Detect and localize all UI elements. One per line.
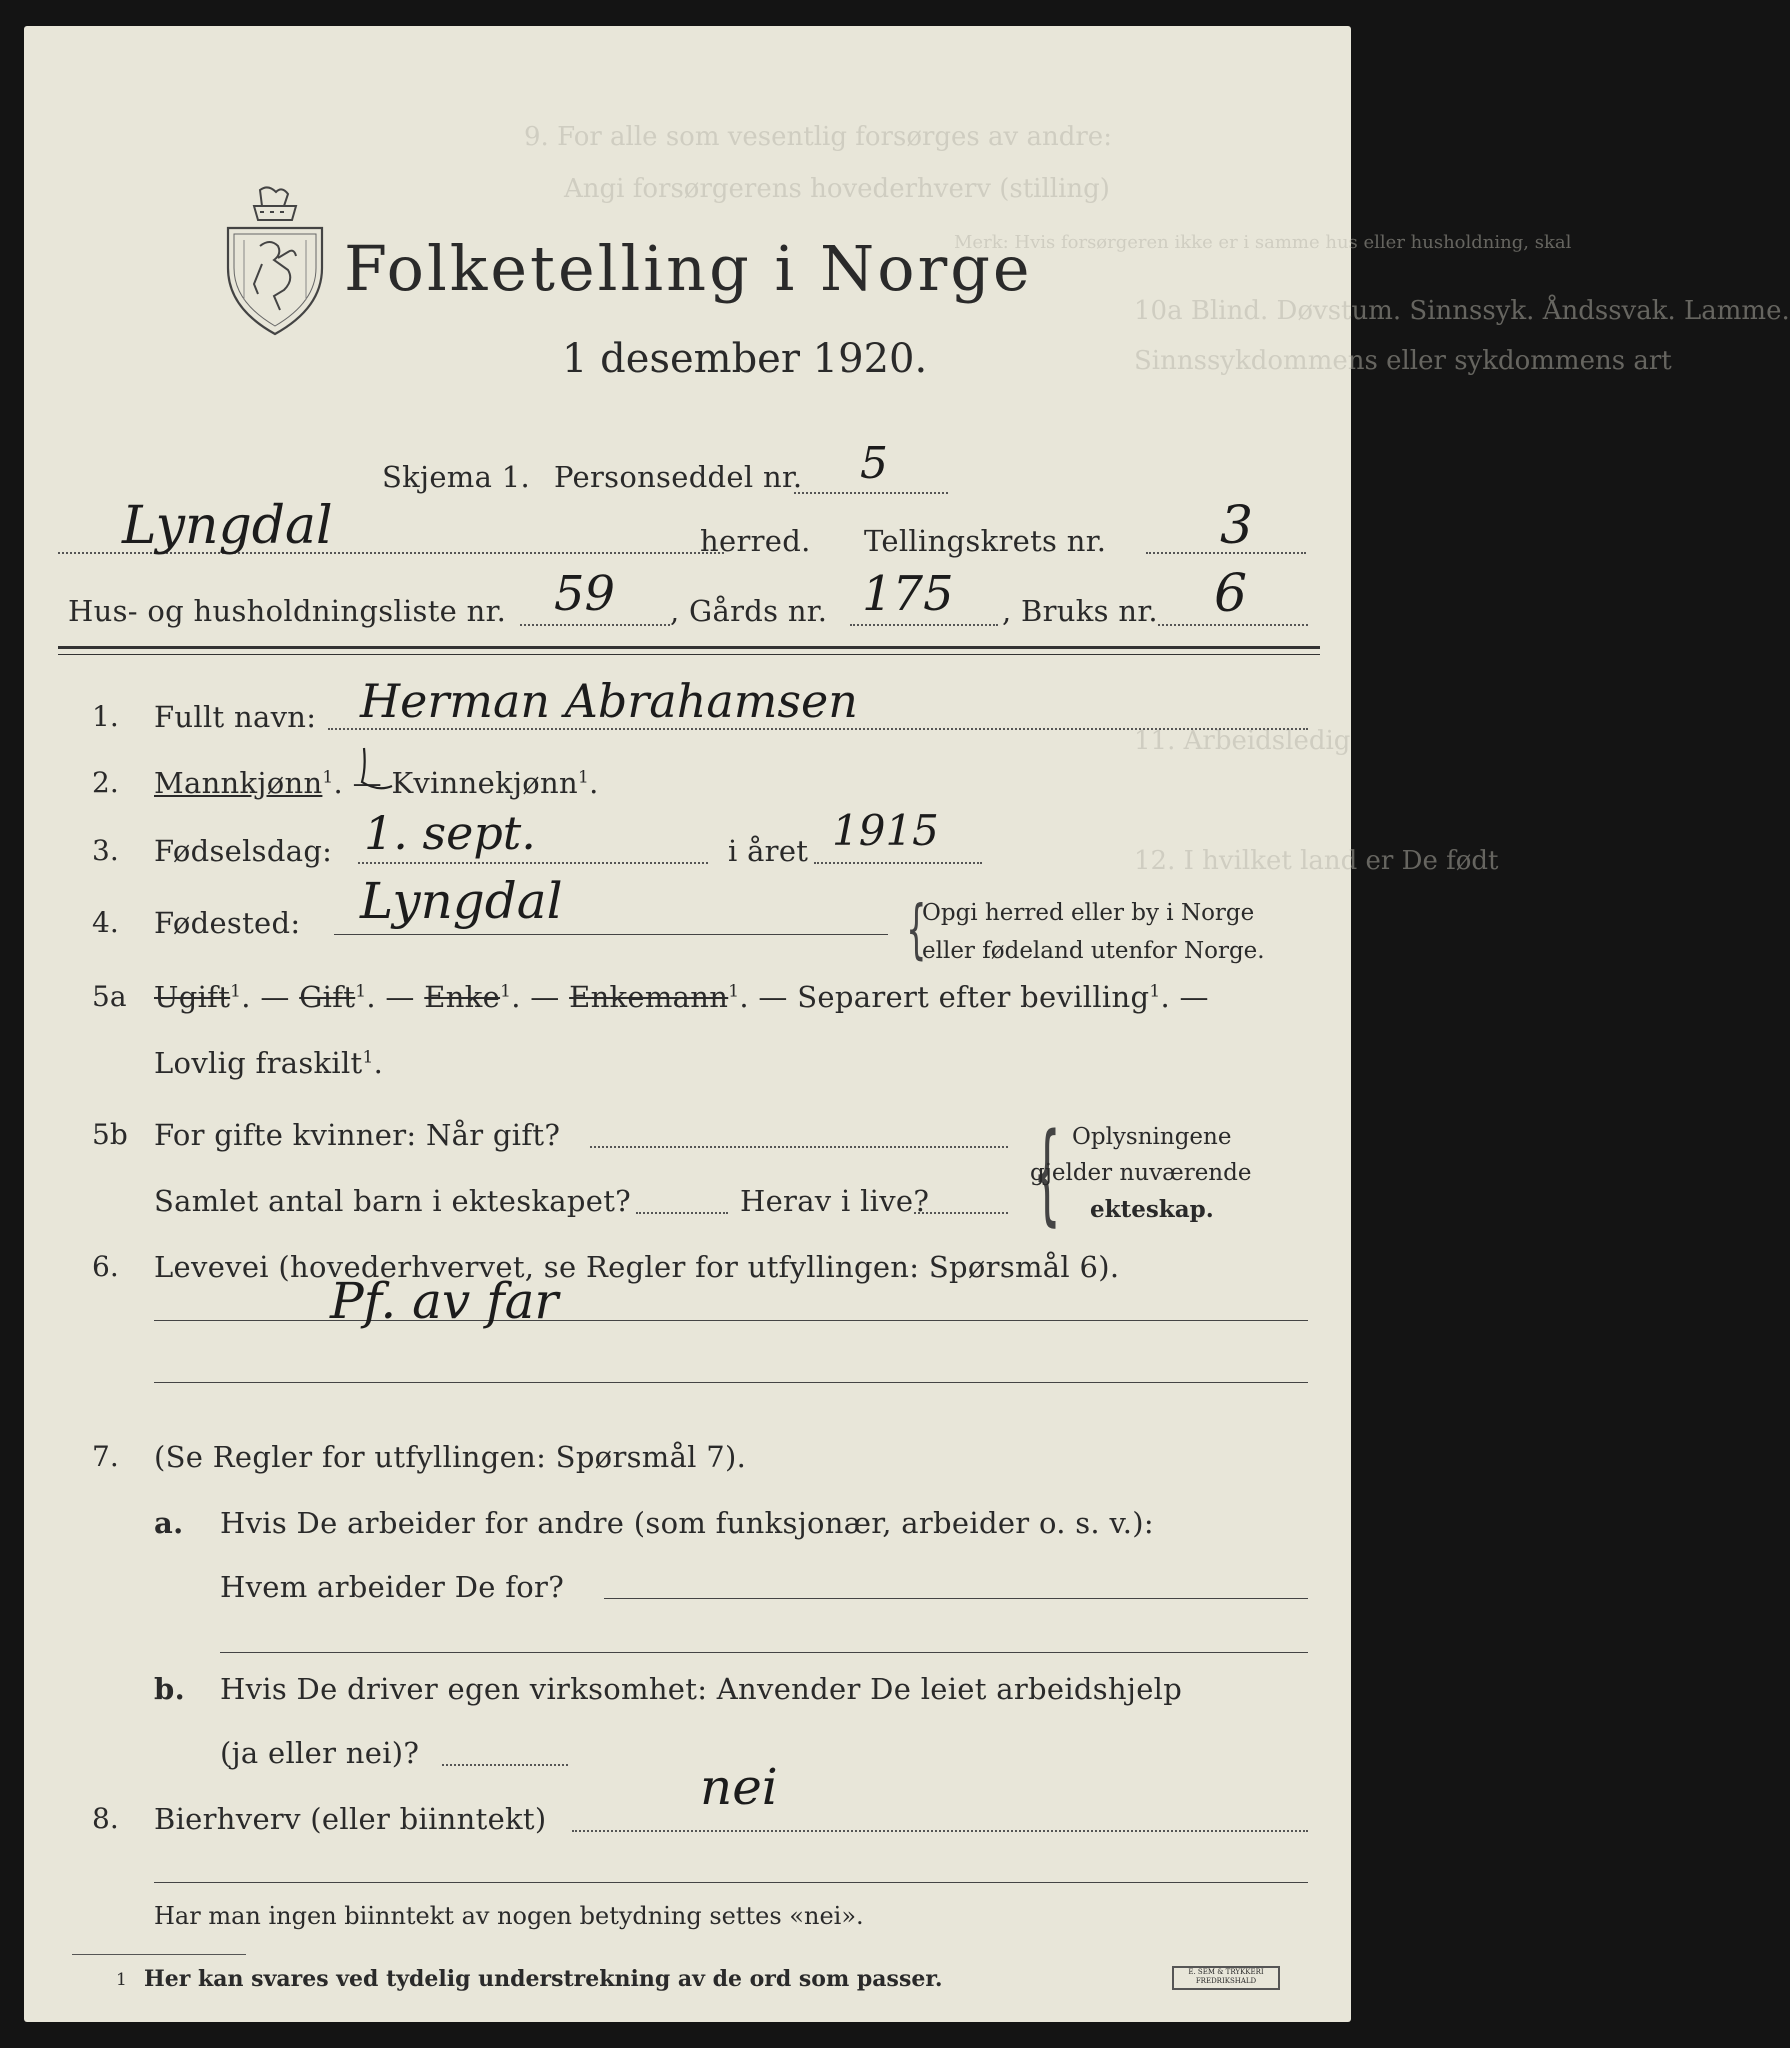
herred-value[interactable]: Lyngdal [122, 496, 333, 556]
children-total-field-line [636, 1212, 728, 1214]
census-date: 1 desember 1920. [562, 336, 928, 382]
tellingskrets-label: Tellingskrets nr. [864, 524, 1107, 558]
secondary-income-field-line [572, 1830, 1308, 1832]
printer-stamp: E. SEM & TRYKKERI FREDRIKSHALD [1172, 1966, 1280, 1990]
married-when-label: For gifte kvinner: Når gift? [154, 1118, 561, 1152]
birth-year-field-line [814, 862, 982, 864]
bleed-text: Merk: Hvis forsørgeren ikke er i samme hus eller husholdning, skal [954, 232, 1572, 253]
bleed-text: Angi forsørgerens hovederhverv (stilling) [564, 174, 1110, 204]
question-7b-text: Hvis De driver egen virksomhet: Anvender De leiet arbeidshjelp [220, 1672, 1183, 1706]
herred-label: herred. [700, 524, 811, 558]
birth-year-value[interactable]: 1915 [832, 806, 939, 855]
birthdate-field-line [358, 862, 708, 864]
marriage-note-1: Oplysningene [1072, 1124, 1232, 1150]
question-8-number: 8. [92, 1802, 119, 1835]
employer-label: Hvem arbeider De for? [220, 1570, 565, 1604]
footnote-text: Her kan svares ved tydelig understrekning av de ord som passer. [144, 1966, 943, 1992]
children-living-field-line [914, 1212, 1008, 1214]
brace-icon: { [906, 893, 927, 967]
married-when-field-line [590, 1146, 1008, 1148]
gards-field-line [850, 624, 998, 626]
marital-status-options: Ugift$^1$. — Gift$^1$. — Enke$^1$. — Enkemann$^1$. — Separert efter bevilling$^1$. — [154, 980, 1209, 1014]
brace-icon: { [1033, 1109, 1061, 1237]
children-living-label: Herav i live? [740, 1184, 930, 1218]
personseddel-label: Personseddel nr. [554, 460, 803, 494]
gards-label: , Gårds nr. [670, 594, 828, 628]
birthdate-value[interactable]: 1. sept. [364, 806, 536, 860]
occupation-field-line-2 [154, 1382, 1308, 1383]
household-field-line [520, 624, 670, 626]
occupation-field-line-1 [154, 1320, 1308, 1321]
gender-female-option[interactable]: Kvinnekjønn [391, 766, 578, 800]
question-7a-letter: a. [154, 1506, 184, 1540]
occupation-label: Levevei (hovederhvervet, se Regler for utfyllingen: Spørsmål 6). [154, 1250, 1120, 1284]
bleed-text: 10a Blind. Døvstum. Sinnssyk. Åndssvak. Lamme. [1134, 296, 1790, 326]
children-total-label: Samlet antal barn i ekteskapet? [154, 1184, 631, 1218]
census-form-sheet [24, 26, 1790, 2022]
tellingskrets-value[interactable]: 3 [1220, 496, 1254, 556]
bruks-label: , Bruks nr. [1002, 594, 1158, 628]
schema-number: Skjema 1. [382, 460, 530, 494]
marital-widower-option[interactable]: Enkemann [569, 980, 729, 1014]
employer-field-line-2 [220, 1652, 1308, 1653]
bleed-text: 11. Arbeidsledig [1134, 726, 1351, 756]
header-rule-top [58, 646, 1320, 649]
birthplace-label: Fødested: [154, 906, 301, 940]
marriage-note-3: ekteskap. [1090, 1196, 1214, 1223]
marriage-note-2: gjelder nuværende [1030, 1160, 1252, 1186]
norwegian-coat-of-arms-icon [220, 186, 330, 336]
marital-married-option[interactable]: Gift [299, 980, 356, 1014]
occupation-value[interactable]: Pf. av far [330, 1272, 559, 1330]
question-7-label: (Se Regler for utfyllingen: Spørsmål 7). [154, 1440, 747, 1474]
birthplace-field-line [334, 934, 888, 935]
household-list-value[interactable]: 59 [554, 566, 616, 622]
footnote-rule [72, 1954, 246, 1955]
question-5b-number: 5b [92, 1118, 128, 1151]
birthplace-note-2: eller fødeland utenfor Norge. [922, 938, 1265, 964]
question-3-number: 3. [92, 834, 119, 867]
question-4-number: 4. [92, 906, 119, 939]
header-rule-bottom [58, 654, 1320, 655]
footnote-mark: 1 [116, 1970, 127, 1990]
secondary-income-field-line-2 [154, 1882, 1308, 1883]
bleed-text: Sinnssykdommens eller sykdommens art [1134, 346, 1672, 376]
employer-field-line [604, 1598, 1308, 1599]
hired-help-label: (ja eller nei)? [220, 1736, 420, 1770]
question-6-number: 6. [92, 1250, 119, 1283]
birth-year-label: i året [728, 834, 809, 868]
birthplace-value[interactable]: Lyngdal [360, 872, 563, 930]
bleed-text: 9. For alle som vesentlig forsørges av andre: [524, 122, 1112, 152]
marital-divorced-line: Lovlig fraskilt$^1$. [154, 1046, 384, 1080]
no-income-instruction: Har man ingen biinntekt av nogen betydning settes «nei». [154, 1902, 864, 1930]
full-name-field-line [328, 728, 1308, 730]
marital-divorced-option[interactable]: Lovlig fraskilt [154, 1046, 363, 1080]
gender-male-option[interactable]: Mannkjønn [154, 766, 323, 800]
personseddel-value[interactable]: 5 [860, 438, 888, 489]
secondary-income-value[interactable]: nei [700, 1758, 778, 1816]
form-title: Folketelling i Norge [344, 232, 1033, 305]
bruks-field-line [1158, 624, 1308, 626]
birthplace-note-1: Opgi herred eller by i Norge [922, 900, 1255, 926]
secondary-income-label: Bierhverv (eller biinntekt) [154, 1802, 547, 1836]
marital-widow-option[interactable]: Enke [424, 980, 501, 1014]
personseddel-field-line [794, 492, 948, 494]
birthdate-label: Fødselsdag: [154, 834, 333, 868]
hired-help-field-line [442, 1764, 568, 1766]
gards-value[interactable]: 175 [862, 566, 954, 622]
question-7-number: 7. [92, 1440, 119, 1473]
bruks-value[interactable]: 6 [1214, 564, 1248, 624]
handwritten-check-mark [358, 744, 398, 804]
household-list-label: Hus- og husholdningsliste nr. [68, 594, 507, 628]
marital-separated-option[interactable]: Separert efter bevilling [797, 980, 1150, 1014]
marital-unmarried-option[interactable]: Ugift [154, 980, 231, 1014]
full-name-label: Fullt navn: [154, 700, 317, 734]
gender-options: Mannkjønn$^1$. — Kvinnekjønn$^1$. [154, 766, 599, 800]
bleed-text: 12. I hvilket land er De født [1134, 846, 1499, 876]
full-name-value[interactable]: Herman Abrahamsen [360, 674, 858, 728]
question-7a-text: Hvis De arbeider for andre (som funksjonær, arbeider o. s. v.): [220, 1506, 1154, 1540]
question-5a-number: 5a [92, 980, 127, 1013]
question-2-number: 2. [92, 766, 119, 799]
question-7b-letter: b. [154, 1672, 185, 1706]
question-1-number: 1. [92, 700, 119, 733]
